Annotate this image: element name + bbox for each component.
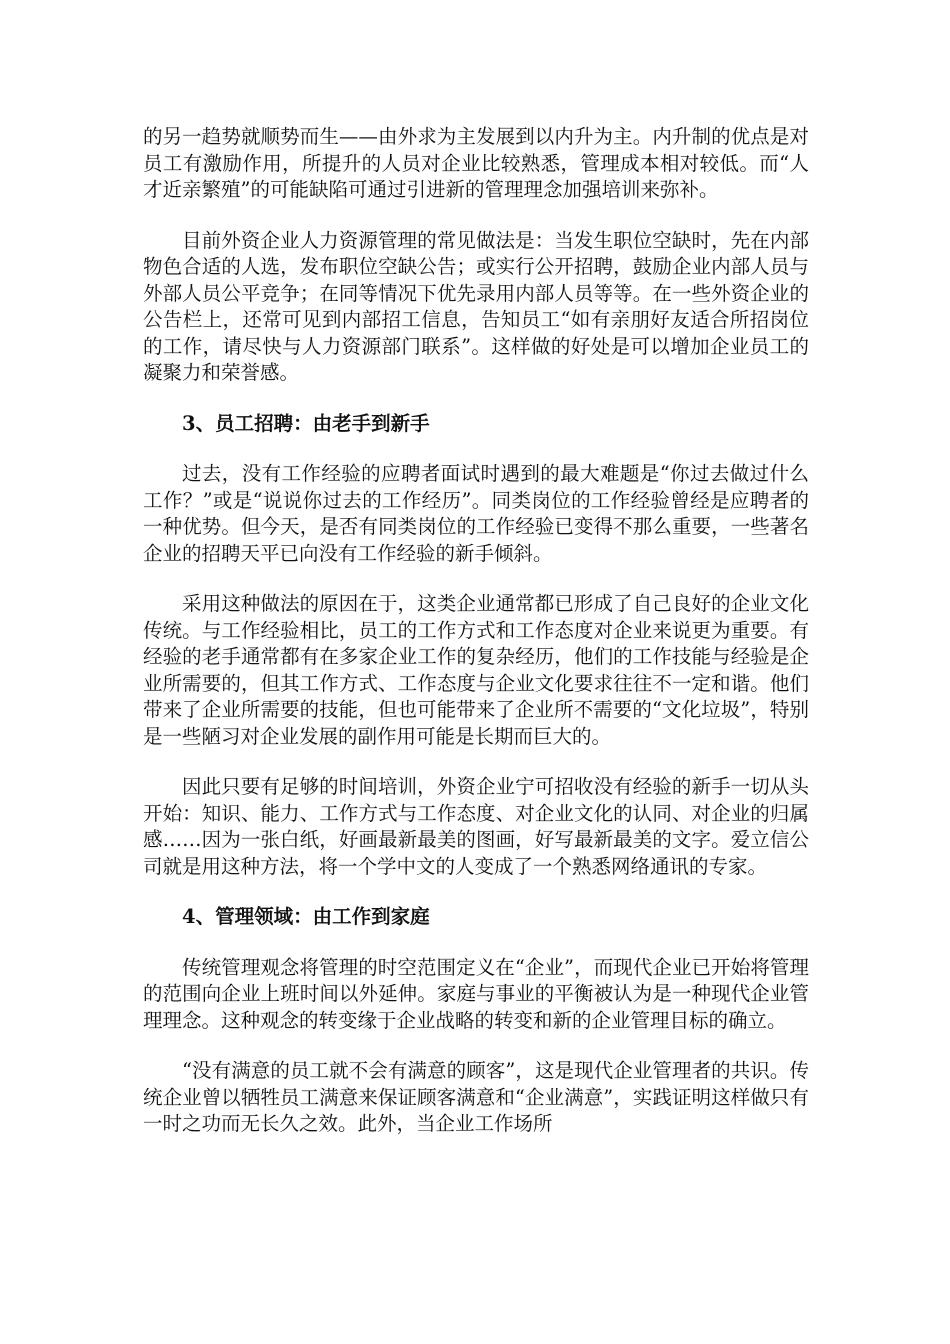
- paragraph-training-newcomers: 因此只要有足够的时间培训，外资企业宁可招收没有经验的新手一切从头开始：知识、能力、工作方式与工作态度、对企业文化的认同、对企业的归属感……因为一张白纸，好画最新最美的图画，好写最新最美的文字。爱立信公司就是用这种方法，将一个学中文的人变成了一个熟悉网络通讯的专家。: [143, 775, 809, 878]
- paragraph-foreign-enterprise-practice: 目前外资企业人力资源管理的常见做法是：当发生职位空缺时，先在内部物色合适的人选，发布职位空缺公告；或实行公开招聘，鼓励企业内部人员与外部人员公平竞争；在同等情况下优先录用内部人员等等。在一些外资企业的公告栏上，还常可见到内部招工信息，告知员工“如有亲朋好友适合所招岗位的工作，请尽快与人力资源部门联系”。这样做的好处是可以增加企业员工的凝聚力和荣誉感。: [143, 228, 809, 384]
- paragraph-internal-promotion: 的另一趋势就顺势而生——由外求为主发展到以内升为主。内升制的优点是对员工有激励作用，所提升的人员对企业比较熟悉，管理成本相对较低。而“人才近亲繁殖”的可能缺陷可通过引进新的管理理念加强培训来弥补。: [143, 125, 809, 201]
- paragraph-traditional-management: 传统管理观念将管理的时空范围定义在“企业”，而现代企业已开始将管理的范围向企业上班时间以外延伸。家庭与事业的平衡被认为是一种现代企业管理理念。这种观念的转变缘于企业战略的转变和新的企业管理目标的确立。: [143, 955, 809, 1032]
- paragraph-reason-culture: 采用这种做法的原因在于，这类企业通常都已形成了自己良好的企业文化传统。与工作经验相比，员工的工作方式和工作态度对企业来说更为重要。有经验的老手通常都有在多家企业工作的复杂经历，他们的工作技能与经验是企业所需要的，但其工作方式、工作态度与企业文化要求往往不一定和谐。他们带来了企业所需要的技能，但也可能带来了企业所不需要的“文化垃圾”，特别是一些陋习对企业发展的副作用可能是长期而巨大的。: [143, 592, 809, 748]
- document-page: [143, 124, 809, 1162]
- section-heading-management-scope: 4、管理领域：由工作到家庭: [182, 905, 430, 928]
- paragraph-past-experience: 过去，没有工作经验的应聘者面试时遇到的最大难题是“你过去做过什么工作？”或是“说说你过去的工作经历”。同类岗位的工作经验曾经是应聘者的一种优势。但今天，是否有同类岗位的工作经验已变得不那么重要，一些著名企业的招聘天平已向没有工作经验的新手倾斜。: [143, 462, 809, 565]
- paragraph-satisfied-employees: “没有满意的员工就不会有满意的顾客”，这是现代企业管理者的共识。传统企业曾以牺牲员工满意来保证顾客满意和“企业满意”，实践证明这样做只有一时之功而无长久之效。此外，当企业工作场所: [143, 1059, 809, 1135]
- section-heading-recruitment: 3、员工招聘：由老手到新手: [182, 411, 430, 435]
